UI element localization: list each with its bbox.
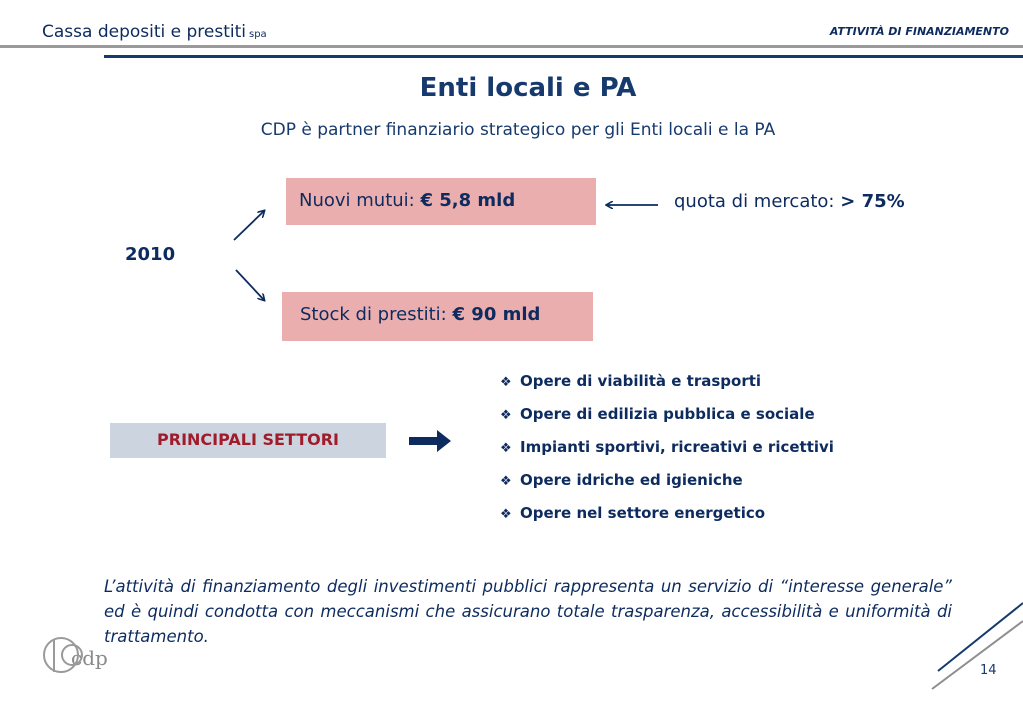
diagonal-arrow-icon [234, 211, 264, 240]
loan-stock-value: € 90 mld [452, 304, 541, 325]
diamond-bullet-icon: ❖ [500, 441, 512, 456]
sectors-heading-box: PRINCIPALI SETTORI [110, 423, 386, 458]
new-loans-label: Nuovi mutui: [299, 190, 415, 211]
market-share-label: quota di mercato: [674, 191, 835, 212]
page-number: 14 [980, 663, 997, 678]
market-share-value: > 75% [840, 191, 905, 212]
year-label: 2010 [125, 244, 176, 265]
sector-label: Impianti sportivi, ricreativi e ricettivi [520, 438, 834, 456]
section-label: ATTIVITÀ DI FINANZIAMENTO [829, 25, 1009, 38]
diamond-bullet-icon: ❖ [500, 474, 512, 489]
corner-stripes [932, 603, 1023, 689]
sector-label: Opere idriche ed igieniche [520, 471, 743, 489]
brand-suffix: spa [249, 29, 267, 40]
sector-label: Opere di edilizia pubblica e sociale [520, 405, 815, 423]
diagonal-arrow-icon [236, 270, 264, 300]
slide-title: Enti locali e PA [419, 73, 637, 103]
sector-label: Opere di viabilità e trasporti [520, 372, 762, 390]
new-loans-value: € 5,8 mld [420, 190, 516, 211]
diamond-bullet-icon: ❖ [500, 408, 512, 423]
logo-wordmark: cdp [71, 646, 108, 670]
slide-subtitle: CDP è partner finanziario strategico per gli Enti locali e la PA [260, 120, 776, 140]
loan-stock-label: Stock di prestiti: [300, 304, 447, 325]
sector-label: Opere nel settore energetico [520, 504, 766, 522]
diamond-bullet-icon: ❖ [500, 507, 512, 522]
brand-text: Cassa depositi e prestiti [42, 22, 246, 42]
diamond-bullet-icon: ❖ [500, 375, 512, 390]
cdp-logo [44, 638, 82, 672]
closing-note: L’attività di finanziamento degli investimenti pubblici rappresenta un servizio di “interesse generale” ed è quindi condotta con meccanismi che assicurano totale trasparenza, accessibilità e uniformità di trattamento. [104, 577, 952, 646]
right-arrow-icon [409, 430, 451, 452]
